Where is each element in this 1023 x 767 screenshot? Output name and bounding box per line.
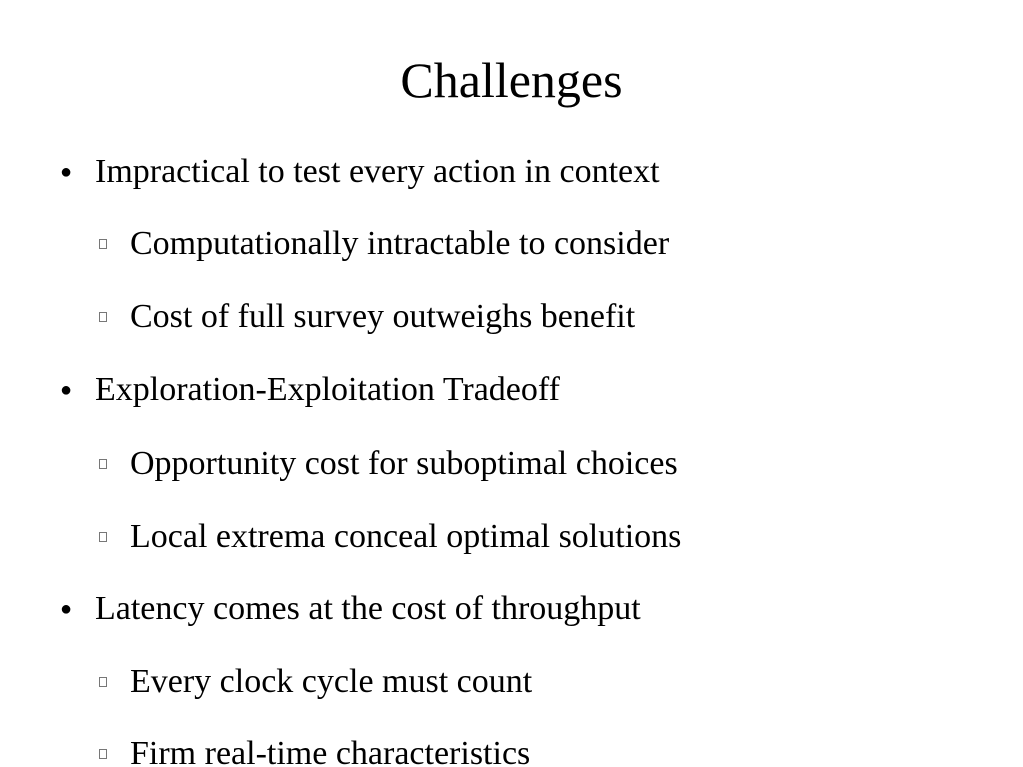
slide-title: Challenges — [400, 52, 623, 108]
bullet-item — [60, 370, 560, 410]
sub-bullet-item — [130, 517, 681, 557]
sub-bullet-item — [130, 662, 532, 702]
sub-bullet-item — [130, 224, 669, 264]
sub-bullet-text: Every clock cycle must count — [130, 663, 533, 700]
sub-bullet-box-icon — [99, 677, 107, 687]
sub-bullet-box-icon — [99, 532, 107, 542]
bullet-text: Exploration-Exploitation Tradeoff — [95, 371, 560, 408]
sub-bullet-box-icon — [99, 239, 107, 249]
sub-bullet-item — [130, 734, 530, 767]
sub-bullet-box-icon — [99, 312, 107, 322]
sub-bullet-text: Local extrema conceal optimal solutions — [130, 518, 682, 555]
sub-bullet-box-icon — [99, 749, 107, 759]
bullet-dot-icon: ● — [60, 379, 73, 401]
bullet-text: Latency comes at the cost of throughput — [95, 590, 641, 627]
bullet-dot-icon: ● — [60, 598, 73, 620]
sub-bullet-item — [130, 444, 678, 484]
sub-bullet-text: Opportunity cost for suboptimal choices — [130, 445, 678, 482]
sub-bullet-text: Firm real-time characteristics — [130, 735, 531, 767]
bullet-text: Impractical to test every action in context — [95, 153, 660, 190]
sub-bullet-item — [130, 297, 635, 337]
sub-bullet-text: Cost of full survey outweighs benefit — [130, 298, 636, 335]
bullet-item — [60, 152, 660, 192]
bullet-dot-icon: ● — [60, 161, 73, 183]
sub-bullet-box-icon — [99, 459, 107, 469]
bullet-item — [60, 589, 641, 629]
sub-bullet-text: Computationally intractable to consider — [130, 225, 670, 262]
